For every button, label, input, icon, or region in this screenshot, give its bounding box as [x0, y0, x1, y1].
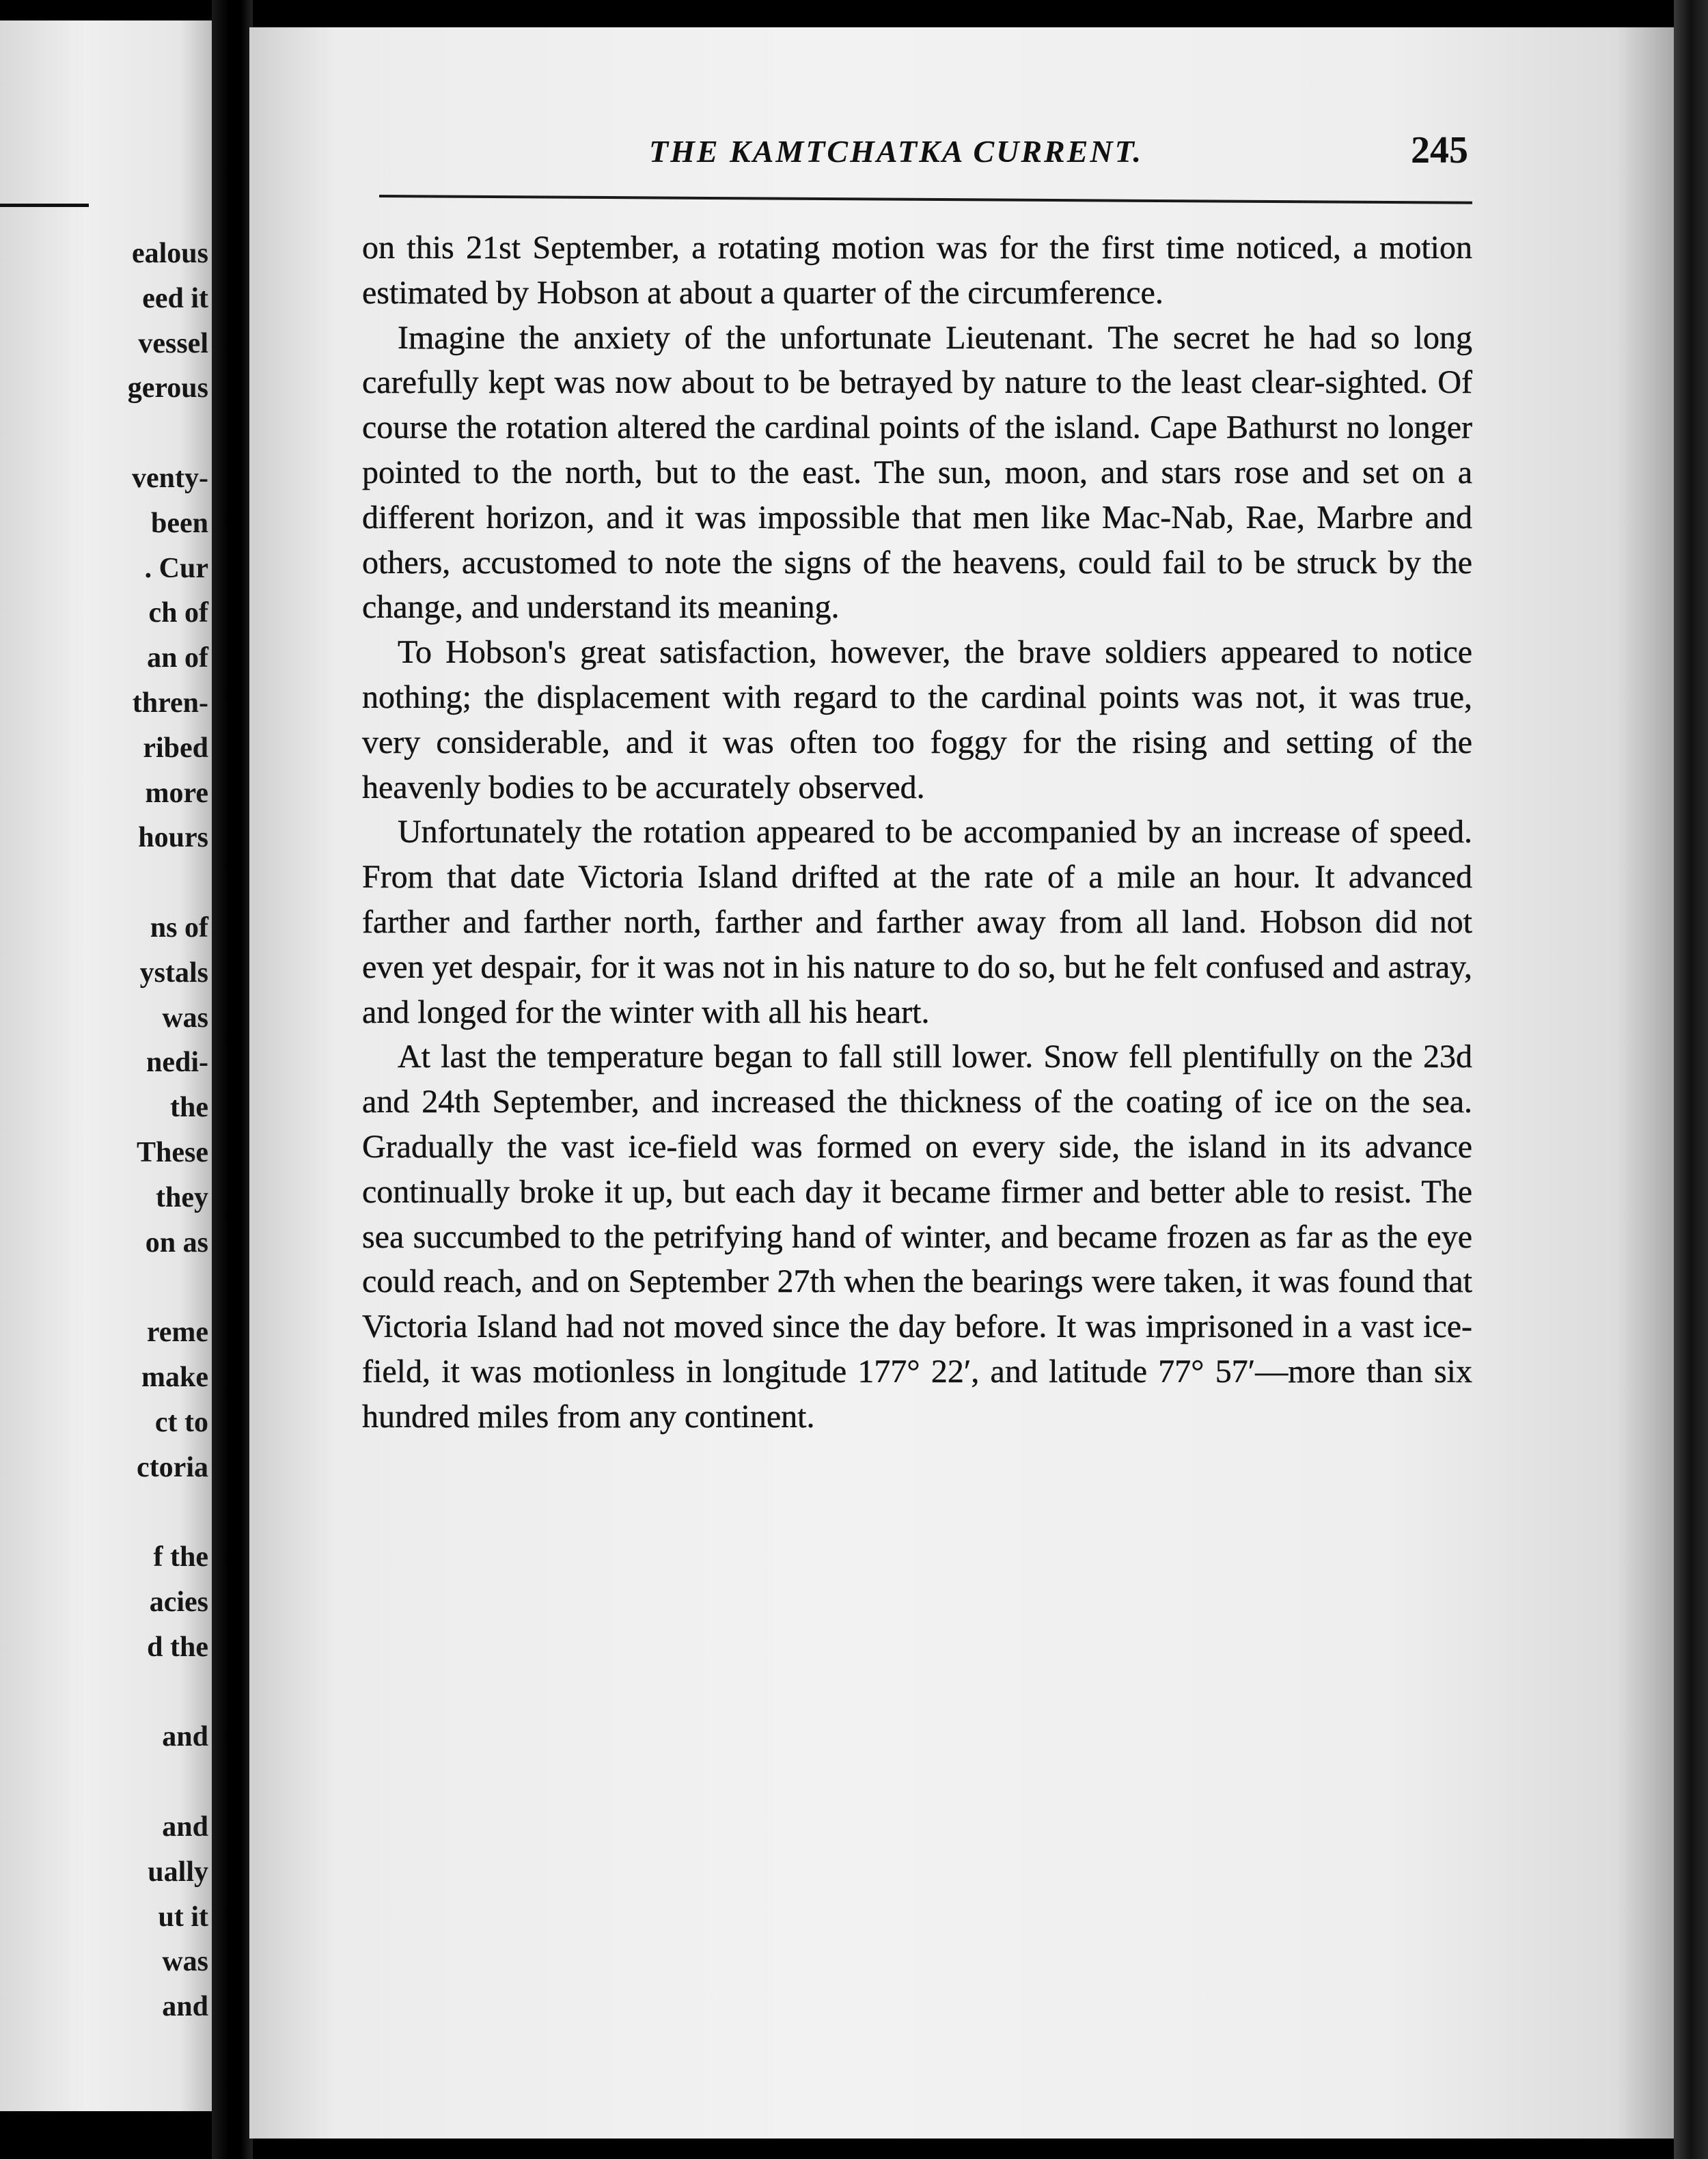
- page-edge-shadow: [1674, 0, 1708, 2159]
- previous-page-line-fragment: f the: [153, 1541, 208, 1573]
- previous-page-line-fragment: ually: [148, 1856, 208, 1888]
- previous-page-line-fragment: ch of: [148, 597, 208, 629]
- previous-page-line-fragment: an of: [147, 642, 208, 674]
- previous-page-line-fragment: was: [162, 1002, 208, 1034]
- previous-page-line-fragment: These: [137, 1137, 208, 1168]
- previous-page-line-fragment: reme: [146, 1317, 208, 1349]
- previous-page-line-fragment: venty-: [132, 463, 208, 494]
- previous-page-line-fragment: d the: [147, 1631, 208, 1663]
- previous-page-line-fragment: and: [162, 1991, 208, 2023]
- previous-page-edge: [0, 20, 212, 2111]
- previous-page-line-fragment: . Cur: [144, 552, 208, 584]
- previous-page-line-fragment: ystals: [139, 957, 208, 989]
- previous-page-line-fragment: hours: [138, 822, 208, 854]
- paragraph-3: To Hobson's great satisfaction, however, the brave soldiers appeared to notice nothing; the displacement with regard to the cardinal points was not, it was true, very considerable, and it was often too foggy for the rising and setting of the heavenly bodies to be accurately observed.: [362, 634, 1472, 806]
- previous-page-line-fragment: on as: [145, 1226, 208, 1259]
- previous-page-line-fragment: ns of: [150, 912, 208, 944]
- paragraph-2: Imagine the anxiety of the unfortunate Lieutenant. The secret he had so long carefully kept was now about to be betrayed by nature to the least clear-sighted. Of course the rotation altered the cardinal points of the island. Cape Bathurst no longer pointed to the north, but to the east. The sun, moon, and stars rose and set on a different horizon, and it was impossible that men like Mac-Nab, Rae, Marbre and others, accustomed to note the signs of the heavens, could fail to be struck by the change, and understand its meaning.: [362, 319, 1472, 626]
- previous-page-line-fragment: nedi-: [146, 1047, 208, 1079]
- previous-page-line-fragment: ut it: [158, 1901, 208, 1933]
- page-number: 245: [1411, 129, 1468, 171]
- previous-page-line-fragment: been: [151, 507, 208, 539]
- previous-page-line-fragment: ctoria: [137, 1451, 208, 1483]
- previous-page-line-fragment: ribed: [143, 732, 208, 764]
- previous-page-line-fragment: and: [162, 1721, 208, 1753]
- previous-page-line-fragment: they: [156, 1181, 208, 1213]
- previous-page-line-fragment: eed it: [142, 282, 208, 314]
- previous-page-line-fragment: thren-: [132, 687, 208, 719]
- previous-page-line-fragment: and: [162, 1811, 208, 1843]
- previous-page-line-fragment: ealous: [131, 238, 208, 269]
- paragraph-5: At last the temperature began to fall still lower. Snow fell plentifully on the 23d and 24th September, and increased the thickness of the coating of ice on the sea. Gradually the vast ice-field was formed on every side, the island in its advance continually broke it up, but each day it became firmer and better able to resist. The sea succumbed to the petrifying hand of winter, and became frozen as far as the eye could reach, and on September 27th when the bearings were taken, it was found that Victoria Island had not moved since the day before. It was imprisoned in a vast ice-field, it was motionless in longitude 177° 22′, and latitude 77° 57′—more than six hundred miles from any continent.: [362, 1039, 1472, 1435]
- previous-page-line-fragment: make: [141, 1362, 208, 1393]
- body-text: [362, 225, 1472, 1440]
- paragraph-4: Unfortunately the rotation appeared to be accompanied by an increase of speed. From that date Victoria Island drifted at the rate of a mile an hour. It advanced farther and farther north, farther and farther away from all land. Hobson did not even yet despair, for it was not in his nature to do so, but he felt confused and astray, and longed for the winter with all his heart.: [362, 814, 1472, 1030]
- previous-page-line-fragment: more: [145, 777, 208, 809]
- previous-page-line-fragment: was: [162, 1946, 208, 1978]
- running-head-title: THE KAMTCHATKA CURRENT.: [649, 134, 1143, 169]
- previous-page-line-fragment: vessel: [138, 327, 208, 359]
- previous-page-line-fragment: ct to: [154, 1406, 208, 1438]
- previous-page-line-fragment: gerous: [127, 372, 208, 404]
- book-gutter: [212, 0, 253, 2159]
- previous-page-line-fragment: acies: [149, 1586, 208, 1618]
- paragraph-1: on this 21st September, a rotating motion was for the first time noticed, a motion estimated by Hobson at about a quarter of the circumference.: [362, 230, 1472, 311]
- previous-page-rule: [0, 204, 89, 207]
- previous-page-line-fragment: the: [170, 1092, 208, 1124]
